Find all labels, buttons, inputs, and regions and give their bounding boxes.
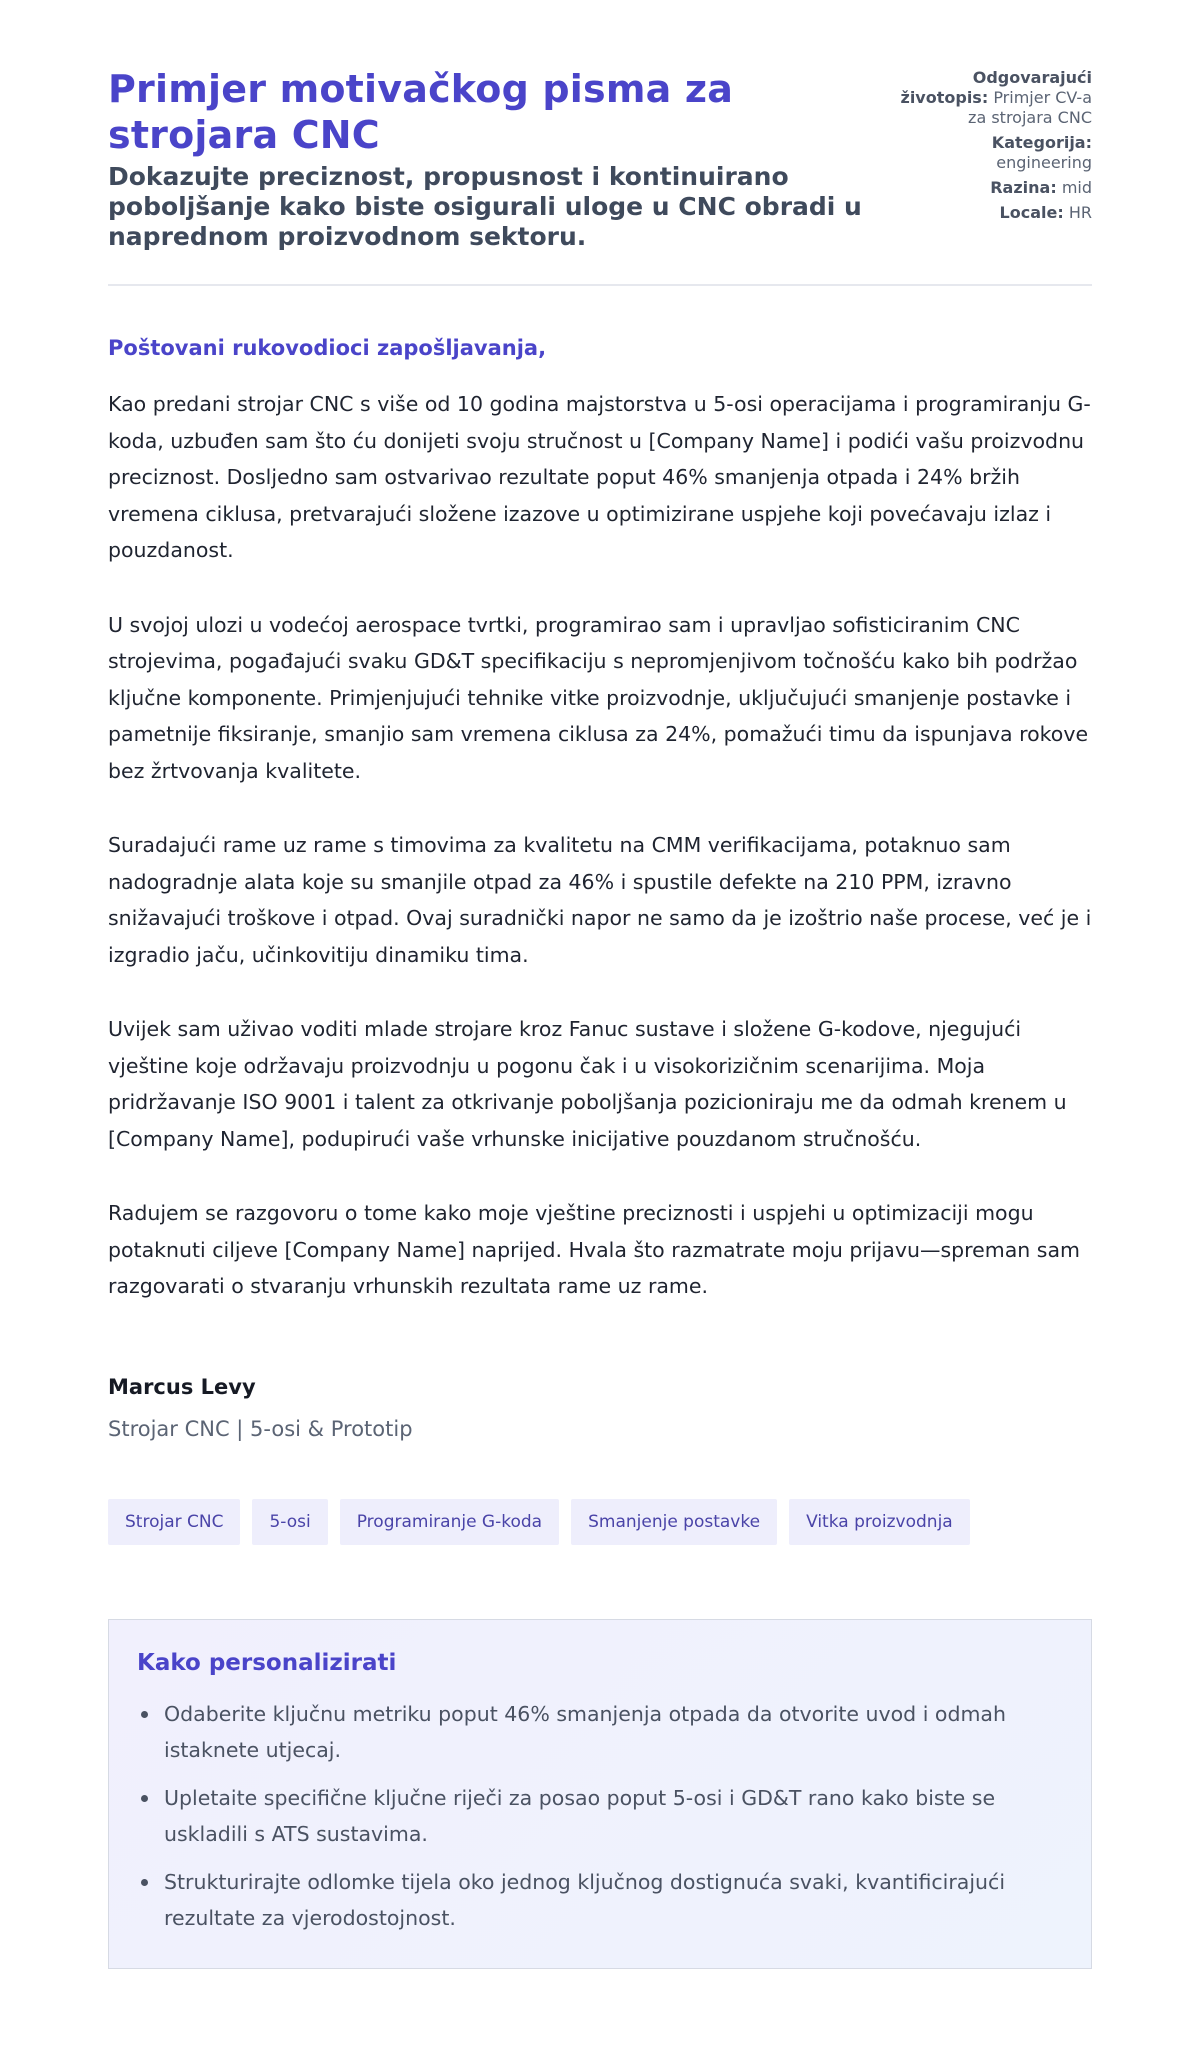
page-header xyxy=(108,66,1092,252)
letter-paragraph: Suradajući rame uz rame s timovima za kvalitetu na CMM verifikacijama, potaknuo sam nadogradnje alata koje su smanjile otpad za 46% i spustile defekte na 210 PPM, izravno snižavajući troškove i otpad. Ovaj suradnički napor ne samo da je izoštrio naše procese, već je i izgradio jaču, učinkovitiju dinamiku tima. xyxy=(108,833,1092,967)
letter-paragraph: U svojoj ulozi u vodećoj aerospace tvrtki, programirao sam i upravljao sofisticiranim CNC strojevima, pogađajući svaku GD&T specifikaciju s nepromjenjivom točnošću kako bih podržao ključne komponente. Primjenjujući tehnike vitke proizvodnje, uključujući smanjenje postavke i pametnije fiksiranje, smanjio sam vremena ciklusa za 24%, pomažući timu da ispunjava rokove bez žrtvovanja kvalitete. xyxy=(108,612,1089,783)
meta-level-key: Razina: xyxy=(990,178,1057,197)
tag-smanjenje-postavke[interactable]: Smanjenje postavke xyxy=(571,1499,777,1545)
page-title: Primjer motivačkog pisma za strojara CNC xyxy=(108,67,734,157)
tag-strojar-cnc[interactable]: Strojar CNC xyxy=(108,1499,240,1545)
personalize-tips-box xyxy=(108,1619,1092,1969)
meta-category xyxy=(892,133,1092,173)
meta-level-value: mid xyxy=(1061,178,1092,197)
meta-resume-key: Odgovarajući životopis: xyxy=(900,68,1092,107)
tips-list xyxy=(137,1696,1063,1936)
meta-locale-value: HR xyxy=(1068,203,1092,222)
tips-item: Odaberite ključnu metriku poput 46% smanjenja otpada da otvorite uvod i odmah istaknete utjecaj. xyxy=(137,1696,1063,1768)
header-titles xyxy=(108,66,888,252)
letter-paragraph: Radujem se razgovoru o tome kako moje vještine preciznosti i uspjehi u optimizaciji mogu potaknuti ciljeve [Company Name] naprijed. Hvala što razmatrate moju prijavu—spreman sam razgovarati o stvaranju vrhunskih rezultata rame uz rame. xyxy=(108,1201,1080,1298)
meta-level xyxy=(892,178,1092,198)
tips-item: Strukturirajte odlomke tijela oko jednog ključnog dostignuća svaki, kvantificirajući rezultate za vjerodostojnost. xyxy=(137,1864,1063,1936)
meta-resume xyxy=(892,68,1092,128)
tips-title: Kako personalizirati xyxy=(137,1649,397,1676)
tips-item: Upletaite specifične ključne riječi za posao poput 5-osi i GD&T rano kako biste se uskladili s ATS sustavima. xyxy=(137,1780,1063,1852)
letter-body xyxy=(108,334,1092,1443)
meta-category-key: Kategorija: xyxy=(991,133,1092,152)
meta-resume-value[interactable]: Primjer CV-a za strojara CNC xyxy=(968,88,1092,127)
letter-greeting: Poštovani rukovodioci zapošljavanja, xyxy=(108,336,547,360)
meta-locale-key: Locale: xyxy=(999,203,1064,222)
tag-5-osi[interactable]: 5-osi xyxy=(252,1499,327,1545)
meta-locale xyxy=(892,203,1092,223)
tag-vitka-proizvodnja[interactable]: Vitka proizvodnja xyxy=(789,1499,970,1545)
letter-paragraph: Kao predani strojar CNC s više od 10 godina majstorstva u 5-osi operacijama i programiranju G-koda, uzbuđen sam što ću donijeti svoju stručnost u [Company Name] i podići vašu proizvodnu preciznost. Dosljedno sam ostvarivao rezultate poput 46% smanjenja otpada i 24% bržih vremena ciklusa, pretvarajući složene izazove u optimizirane uspjehe koji povećavaju izlaz i pouzdanost. xyxy=(108,392,1091,562)
page-subtitle: Dokazujte preciznost, propusnost i kontinuirano poboljšanje kako biste osigurali uloge u CNC obradi u naprednom proizvodnom sektoru. xyxy=(108,162,862,251)
letter-paragraph: Uvijek sam uživao voditi mlade strojare kroz Fanuc sustave i složene G-kodove, njegujući vještine koje održavaju proizvodnju u pogonu čak i u visokorizičnim scenarijima. Moja pridržavanje ISO 9001 i talent za otkrivanje poboljšanja pozicioniraju me da odmah krenem u [Company Name], podupirući vaše vrhunske inicijative pouzdanom stručnošću. xyxy=(108,1017,1067,1151)
tag-programiranje-g-koda[interactable]: Programiranje G-koda xyxy=(340,1499,559,1545)
header-divider xyxy=(108,284,1092,286)
keyword-tags xyxy=(108,1499,1092,1545)
meta-category-value: engineering xyxy=(996,153,1092,172)
meta-panel xyxy=(892,66,1092,228)
signature-title: Strojar CNC | 5-osi & Prototip xyxy=(108,1416,413,1441)
signature-name: Marcus Levy xyxy=(108,1374,256,1399)
